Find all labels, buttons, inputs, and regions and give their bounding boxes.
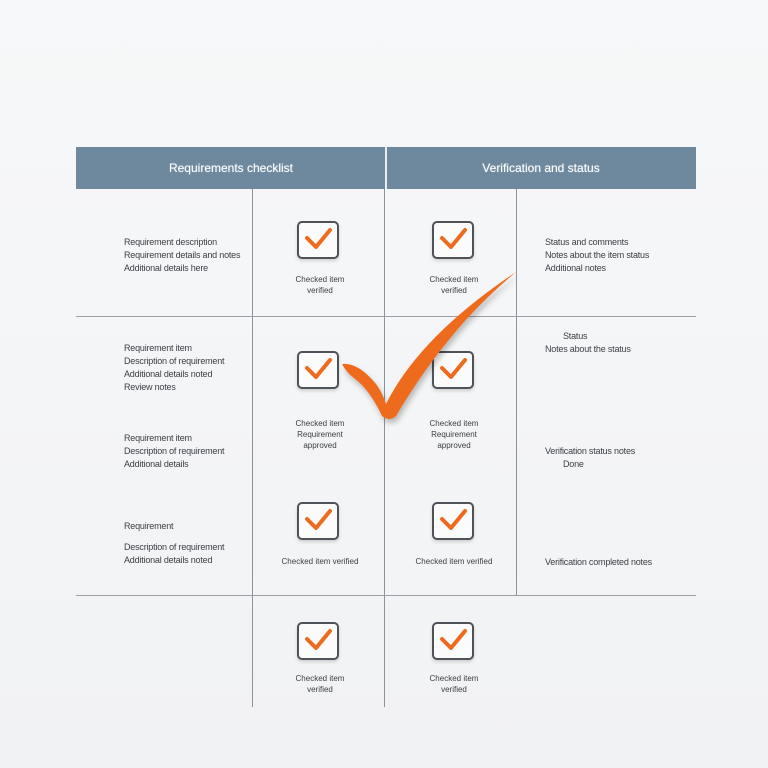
row4-col2-checkbox[interactable] [297,502,339,540]
checked-box-icon [436,505,470,535]
row2-left-line3: Additional details noted [124,369,213,379]
row4-left-text [124,520,224,567]
row1-left-line2: Requirement details and notes [124,250,241,260]
row3-right-text [545,445,635,471]
row4-right-line1: Verification completed notes [545,557,652,567]
row1-left-line1: Requirement description [124,237,217,247]
row1-col3-label: Checked item verified [429,275,479,295]
row1-left-text [124,236,240,275]
checked-box-icon [301,224,335,254]
header-right-title: Verification and status [482,161,600,175]
large-checkmark-icon [330,266,520,426]
row1-right-line2: Notes about the item status [545,250,650,260]
row3-left-line1: Requirement item [124,433,192,443]
grid-line-h2 [76,595,696,596]
row2-right-line1: Status [563,331,588,341]
grid-line-v1 [252,189,253,707]
row4-col3-label: Checked item verified [415,557,493,566]
row3-right-line2: Done [563,459,584,469]
checked-box-icon [301,625,335,655]
row4-col2-label: Checked item verified [281,557,359,566]
row3-left-line2: Description of requirement [124,446,225,456]
row1-col2-checkbox[interactable] [297,221,339,259]
row2-col3-label: Checked item Requirement approved [429,419,479,450]
row4-left-line2: Description of requirement [124,542,225,552]
row1-col2-label: Checked item verified [295,275,345,295]
row4-right-text [545,556,652,569]
row2-left-line4: Review notes [124,382,176,392]
row5-col2-label: Checked item verified [295,674,345,694]
row2-col2-label: Checked item Requirement approved [295,419,345,450]
row5-col3-checkbox[interactable] [432,622,474,660]
row3-right-line1: Verification status notes [545,446,636,456]
header-left-title: Requirements checklist [168,161,294,175]
row2-right-line2: Notes about the status [545,344,631,354]
row4-left-line1: Requirement [124,521,174,531]
table-header [76,147,696,189]
row5-col2-checkbox[interactable] [297,622,339,660]
row4-col3-checkbox[interactable] [432,502,474,540]
row1-col3-checkbox[interactable] [432,221,474,259]
row3-left-text [124,432,224,471]
row2-right-text [545,330,631,356]
row1-left-line3: Additional details here [124,263,208,273]
row4-left-line3: Additional details noted [124,555,213,565]
row1-right-line3: Additional notes [545,263,606,273]
checked-box-icon [301,505,335,535]
row5-col3-label: Checked item verified [429,674,479,694]
row1-right-text [545,236,649,275]
checked-box-icon [436,224,470,254]
row2-left-text [124,342,224,394]
checked-box-icon [436,625,470,655]
row1-right-line1: Status and comments [545,237,629,247]
row2-left-line2: Description of requirement [124,356,225,366]
row3-left-line3: Additional details [124,459,189,469]
row2-left-line1: Requirement item [124,343,192,353]
